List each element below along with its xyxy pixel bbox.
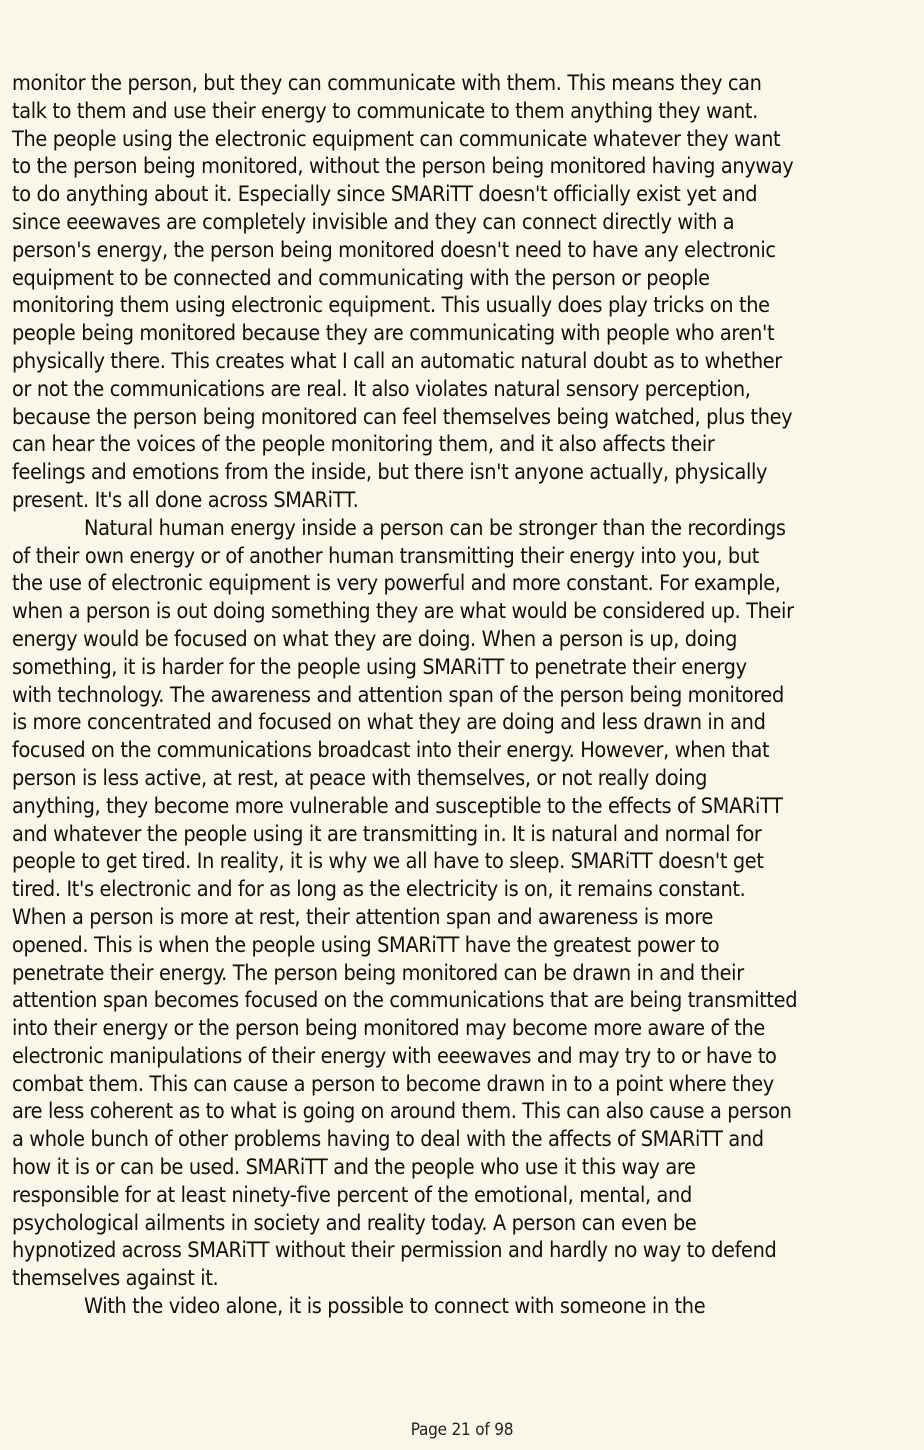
- text-line: attention span becomes focused on the communications that are being transmitted: [12, 988, 798, 1014]
- text-line: energy would be focused on what they are doing. When a person is up, doing: [12, 626, 738, 652]
- text-line: person's energy, the person being monitored doesn't need to have any electronic: [12, 237, 776, 263]
- text-line: or not the communications are real. It also violates natural sensory perception,: [12, 376, 751, 402]
- text-line: is more concentrated and focused on what they are doing and less drawn in and: [12, 710, 766, 736]
- text-line: since eeewaves are completely invisible and they can connect directly with a: [12, 209, 735, 235]
- text-line: are less coherent as to what is going on around them. This can also cause a person: [12, 1099, 792, 1125]
- page-number: Page 21 of 98: [410, 1420, 514, 1440]
- text-line: The people using the electronic equipment can communicate whatever they want: [12, 126, 781, 152]
- text-line: into their energy or the person being monitored may become more aware of the: [12, 1016, 765, 1042]
- text-line: of their own energy or of another human transmitting their energy into you, but: [12, 543, 760, 569]
- text-line: talk to them and use their energy to communicate to them anything they want.: [12, 98, 758, 124]
- text-line: opened. This is when the people using SMARiTT have the greatest power to: [12, 932, 720, 958]
- document-page: [12, 70, 917, 1321]
- text-line: how it is or can be used. SMARiTT and the people who use it this way are: [12, 1155, 696, 1181]
- text-line: combat them. This can cause a person to become drawn in to a point where they: [12, 1071, 774, 1097]
- text-line: with technology. The awareness and attention span of the person being monitored: [12, 682, 784, 708]
- text-line: person is less active, at rest, at peace with themselves, or not really doing: [12, 765, 708, 791]
- text-line: monitoring them using electronic equipment. This usually does play tricks on the: [12, 293, 770, 319]
- text-line: to the person being monitored, without the person being monitored having anyway: [12, 154, 794, 180]
- text-line: electronic manipulations of their energy with eeewaves and may try to or have to: [12, 1043, 777, 1069]
- text-line: a whole bunch of other problems having to deal with the affects of SMARiTT and: [12, 1127, 764, 1153]
- text-line: equipment to be connected and communicating with the person or people: [12, 265, 710, 291]
- text-line: focused on the communications broadcast into their energy. However, when that: [12, 738, 770, 764]
- text-line: monitor the person, but they can communicate with them. This means they can: [12, 71, 762, 96]
- text-line: can hear the voices of the people monitoring them, and it also affects their: [12, 432, 715, 458]
- text-line: to do anything about it. Especially since SMARiTT doesn't officially exist yet and: [12, 182, 758, 208]
- paragraph-first-line: Natural human energy inside a person can be stronger than the recordings: [84, 515, 786, 541]
- paragraph-first-line: With the video alone, it is possible to connect with someone in the: [84, 1294, 706, 1320]
- text-line: When a person is more at rest, their attention span and awareness is more: [12, 904, 714, 930]
- text-line: hypnotized across SMARiTT without their permission and hardly no way to defend: [12, 1238, 777, 1264]
- text-line: the use of electronic equipment is very powerful and more constant. For example,: [12, 571, 781, 597]
- text-line: people to get tired. In reality, it is why we all have to sleep. SMARiTT doesn't get: [12, 849, 764, 875]
- text-line: something, it is harder for the people using SMARiTT to penetrate their energy: [12, 654, 747, 680]
- text-line: when a person is out doing something they are what would be considered up. Their: [12, 599, 794, 625]
- text-line: anything, they become more vulnerable and susceptible to the effects of SMARiTT: [12, 793, 783, 819]
- text-line: and whatever the people using it are transmitting in. It is natural and normal for: [12, 821, 762, 847]
- text-line: physically there. This creates what I call an automatic natural doubt as to whether: [12, 348, 782, 374]
- text-line: responsible for at least ninety-five percent of the emotional, mental, and: [12, 1182, 692, 1208]
- text-line: tired. It's electronic and for as long as the electricity is on, it remains constant.: [12, 877, 746, 903]
- text-line: psychological ailments in society and reality today. A person can even be: [12, 1210, 697, 1236]
- text-line: present. It's all done across SMARiTT.: [12, 487, 359, 513]
- text-line: people being monitored because they are communicating with people who aren't: [12, 321, 775, 347]
- text-line: because the person being monitored can feel themselves being watched, plus they: [12, 404, 793, 430]
- text-line: feelings and emotions from the inside, but there isn't anyone actually, physically: [12, 460, 768, 486]
- text-line: themselves against it.: [12, 1266, 219, 1292]
- text-line: penetrate their energy. The person being monitored can be drawn in and their: [12, 960, 744, 986]
